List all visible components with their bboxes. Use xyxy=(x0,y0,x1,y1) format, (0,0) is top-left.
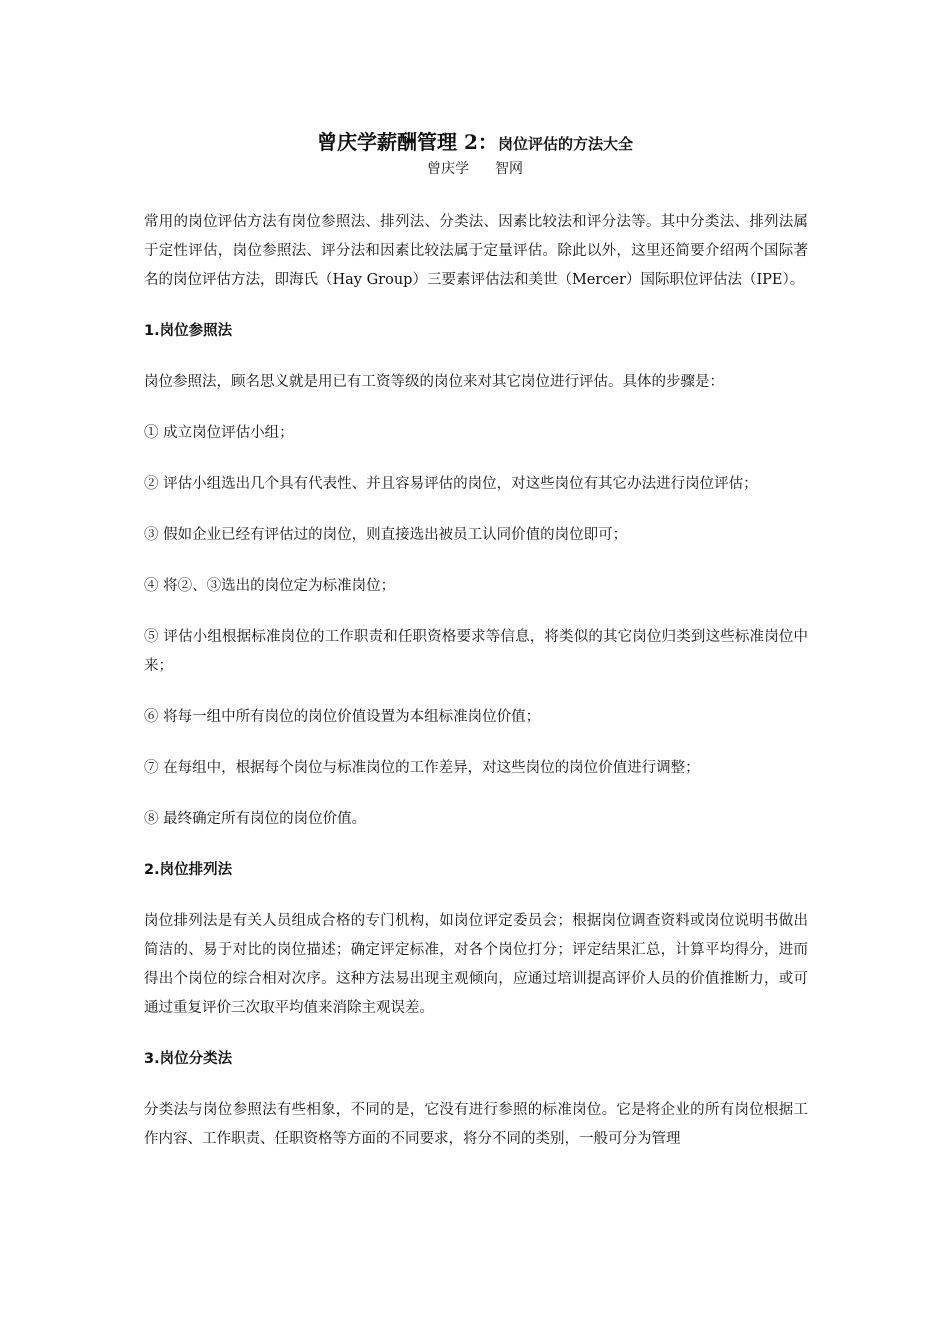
document-body xyxy=(144,208,808,1154)
step-item-8: ⑧ 最终确定所有岗位的岗位价值。 xyxy=(144,811,367,827)
step-item-5: ⑤ 评估小组根据标准岗位的工作职责和任职资格要求等信息，将类似的其它岗位归类到这些标准岗位中来； xyxy=(144,629,808,674)
step-item-3: ③ 假如企业已经有评估过的岗位，则直接选出被员工认同价值的岗位即可； xyxy=(144,527,628,543)
step-item-4: ④ 将②、③选出的岗位定为标准岗位； xyxy=(144,578,396,594)
intro-paragraph: 常用的岗位评估方法有岗位参照法、排列法、分类法、因素比较法和评分法等。其中分类法、排列法属于定性评估，岗位参照法、评分法和因素比较法属于定量评估。除此以外，这里还简要介绍两个国际著名的岗位评估方法，即海氏（Hay Group）三要素评估法和美世（Mercer）国际职位评估法（IPE）。 xyxy=(144,214,808,288)
step-item-1: ① 成立岗位评估小组； xyxy=(144,425,294,441)
step-item-2: ② 评估小组选出几个具有代表性、并且容易评估的岗位，对这些岗位有其它办法进行岗位评估； xyxy=(144,476,758,492)
document-title xyxy=(0,128,950,158)
title-subtitle: 岗位评估的方法大全 xyxy=(497,135,633,153)
step-item-7: ⑦ 在每组中，根据每个岗位与标准岗位的工作差异，对这些岗位的岗位价值进行调整； xyxy=(144,760,700,776)
author-line xyxy=(0,158,950,180)
section-heading-2: 2.岗位排列法 xyxy=(144,862,233,878)
section-heading-3: 3.岗位分类法 xyxy=(144,1051,233,1067)
section-3-body: 分类法与岗位参照法有些相象，不同的是，它没有进行参照的标准岗位。它是将企业的所有岗位根据工作内容、工作职责、任职资格等方面的不同要求，将分不同的类别，一般可分为管理 xyxy=(144,1102,808,1147)
author-name: 曾庆学 xyxy=(427,161,469,177)
author-site: 智网 xyxy=(495,161,523,177)
section-2-body: 岗位排列法是有关人员组成合格的专门机构，如岗位评定委员会；根据岗位调查资料或岗位说明书做出简洁的、易于对比的岗位描述；确定评定标准，对各个岗位打分；评定结果汇总，计算平均得分，进而得出个岗位的综合相对次序。这种方法易出现主观倾向，应通过培训提高评价人员的价值推断力，或可通过重复评价三次取平均值来消除主观误差。 xyxy=(144,913,808,1016)
section-heading-1: 1.岗位参照法 xyxy=(144,323,233,339)
section-1-lead: 岗位参照法，顾名思义就是用已有工资等级的岗位来对其它岗位进行评估。具体的步骤是： xyxy=(144,374,724,390)
title-main: 曾庆学薪酬管理 2： xyxy=(317,130,498,154)
step-item-6: ⑥ 将每一组中所有岗位的岗位价值设置为本组标准岗位价值； xyxy=(144,709,541,725)
